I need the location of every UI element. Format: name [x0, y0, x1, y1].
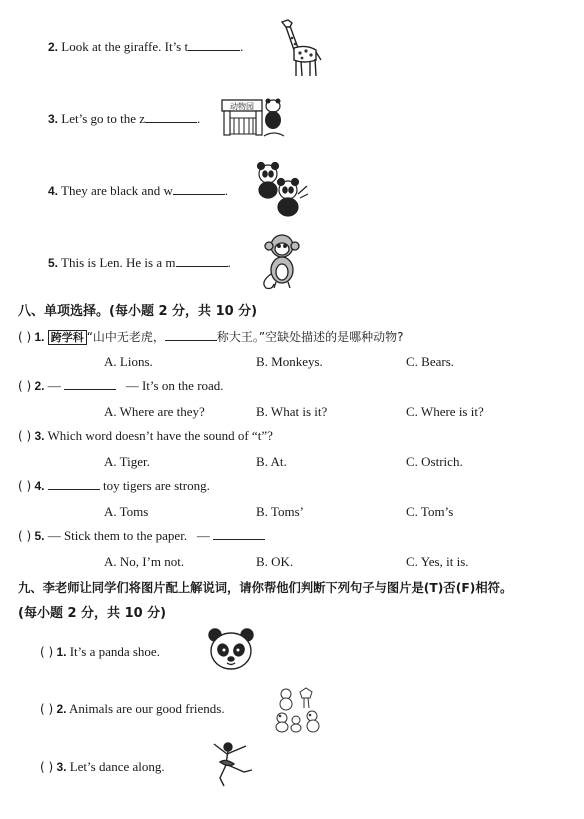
fill-blank[interactable]	[48, 478, 100, 490]
answer-paren[interactable]: ( )	[18, 429, 32, 443]
s8-question-1: ( ) 1. 跨学科 “山中无老虎， 称大王。”空缺处描述的是哪种动物?	[18, 330, 404, 344]
fill-item-2-text: Look at the giraffe. It’s t	[61, 39, 189, 54]
answer-paren[interactable]: ( )	[18, 479, 32, 493]
section9-subtitle: (每小题 2 分，共 10 分)	[18, 606, 167, 621]
panda-shoe-icon	[206, 626, 256, 672]
s8-q1-option-b[interactable]: B. Monkeys.	[256, 354, 323, 369]
s8-q4-option-c[interactable]: C. Tom’s	[406, 504, 454, 519]
zoo-sign-label: 动物园	[230, 102, 254, 111]
fill-item-3: 3. Let’s go to the z .	[48, 111, 201, 126]
s8-q2-option-c[interactable]: C. Where is it?	[406, 404, 484, 419]
s8-question-4: ( ) 4. toy tigers are strong.	[18, 478, 210, 493]
s9-item-1: ( ) 1. It’s a panda shoe.	[40, 644, 160, 659]
s9-item-2: ( ) 2. Animals are our good friends.	[40, 701, 225, 716]
answer-paren[interactable]: ( )	[18, 529, 32, 543]
monkey-icon	[256, 232, 310, 290]
s8-q1-option-a[interactable]: A. Lions.	[104, 354, 153, 369]
s8-q3-option-a[interactable]: A. Tiger.	[104, 454, 150, 469]
fill-blank[interactable]	[213, 528, 265, 540]
fill-item-5: 5. This is Len. He is a m .	[48, 255, 231, 270]
s8-q5-option-c[interactable]: C. Yes, it is.	[406, 554, 469, 569]
fill-item-2: 2. Look at the giraffe. It’s t .	[48, 39, 244, 54]
answer-paren[interactable]: ( )	[40, 702, 54, 716]
giraffe-icon	[276, 14, 324, 78]
s8-question-3: ( ) 3. Which word doesn’t have the sound of “t”?	[18, 428, 273, 443]
s8-q4-option-a[interactable]: A. Toms	[104, 504, 149, 519]
s8-q4-option-b[interactable]: B. Toms’	[256, 504, 304, 519]
s8-question-2: ( ) 2. — — It’s on the road.	[18, 378, 224, 393]
s9-item-3: ( ) 3. Let’s dance along.	[40, 759, 165, 774]
fill-blank[interactable]	[165, 329, 217, 341]
fill-item-3-text: Let’s go to the z	[61, 111, 146, 126]
s8-q3-option-b[interactable]: B. At.	[256, 454, 287, 469]
pandas-icon	[250, 160, 310, 220]
answer-paren[interactable]: ( )	[18, 379, 32, 393]
section9-title: 九、李老师让同学们将图片配上解说词，请你帮他们判断下列句子与图片是(T)否(F)相符。	[18, 581, 513, 595]
s8-q2-option-b[interactable]: B. What is it?	[256, 404, 328, 419]
dancer-icon	[206, 738, 254, 788]
fill-blank[interactable]	[176, 255, 228, 267]
answer-paren[interactable]: ( )	[18, 330, 32, 344]
fill-item-4-text: They are black and w	[61, 183, 173, 198]
cross-subject-tag: 跨学科	[48, 330, 87, 345]
fill-blank[interactable]	[145, 111, 197, 123]
fill-blank[interactable]	[173, 183, 225, 195]
answer-paren[interactable]: ( )	[40, 760, 54, 774]
s8-q3-option-c[interactable]: C. Ostrich.	[406, 454, 463, 469]
fill-item-5-text: This is Len. He is a m	[61, 255, 176, 270]
answer-paren[interactable]: ( )	[40, 645, 54, 659]
s8-q2-option-a[interactable]: A. Where are they?	[104, 404, 205, 419]
s8-q5-option-a[interactable]: A. No, I’m not.	[104, 554, 185, 569]
animal-friends-icon	[272, 684, 324, 734]
zoo-gate-icon	[216, 94, 286, 138]
fill-blank[interactable]	[64, 378, 116, 390]
section8-title: 八、单项选择。(每小题 2 分，共 10 分)	[18, 304, 258, 319]
s8-q5-option-b[interactable]: B. OK.	[256, 554, 294, 569]
s8-question-5: ( ) 5. — Stick them to the paper. —	[18, 528, 265, 544]
s8-q1-option-c[interactable]: C. Bears.	[406, 354, 455, 369]
fill-item-4: 4. They are black and w .	[48, 183, 229, 198]
fill-blank[interactable]	[188, 39, 240, 51]
